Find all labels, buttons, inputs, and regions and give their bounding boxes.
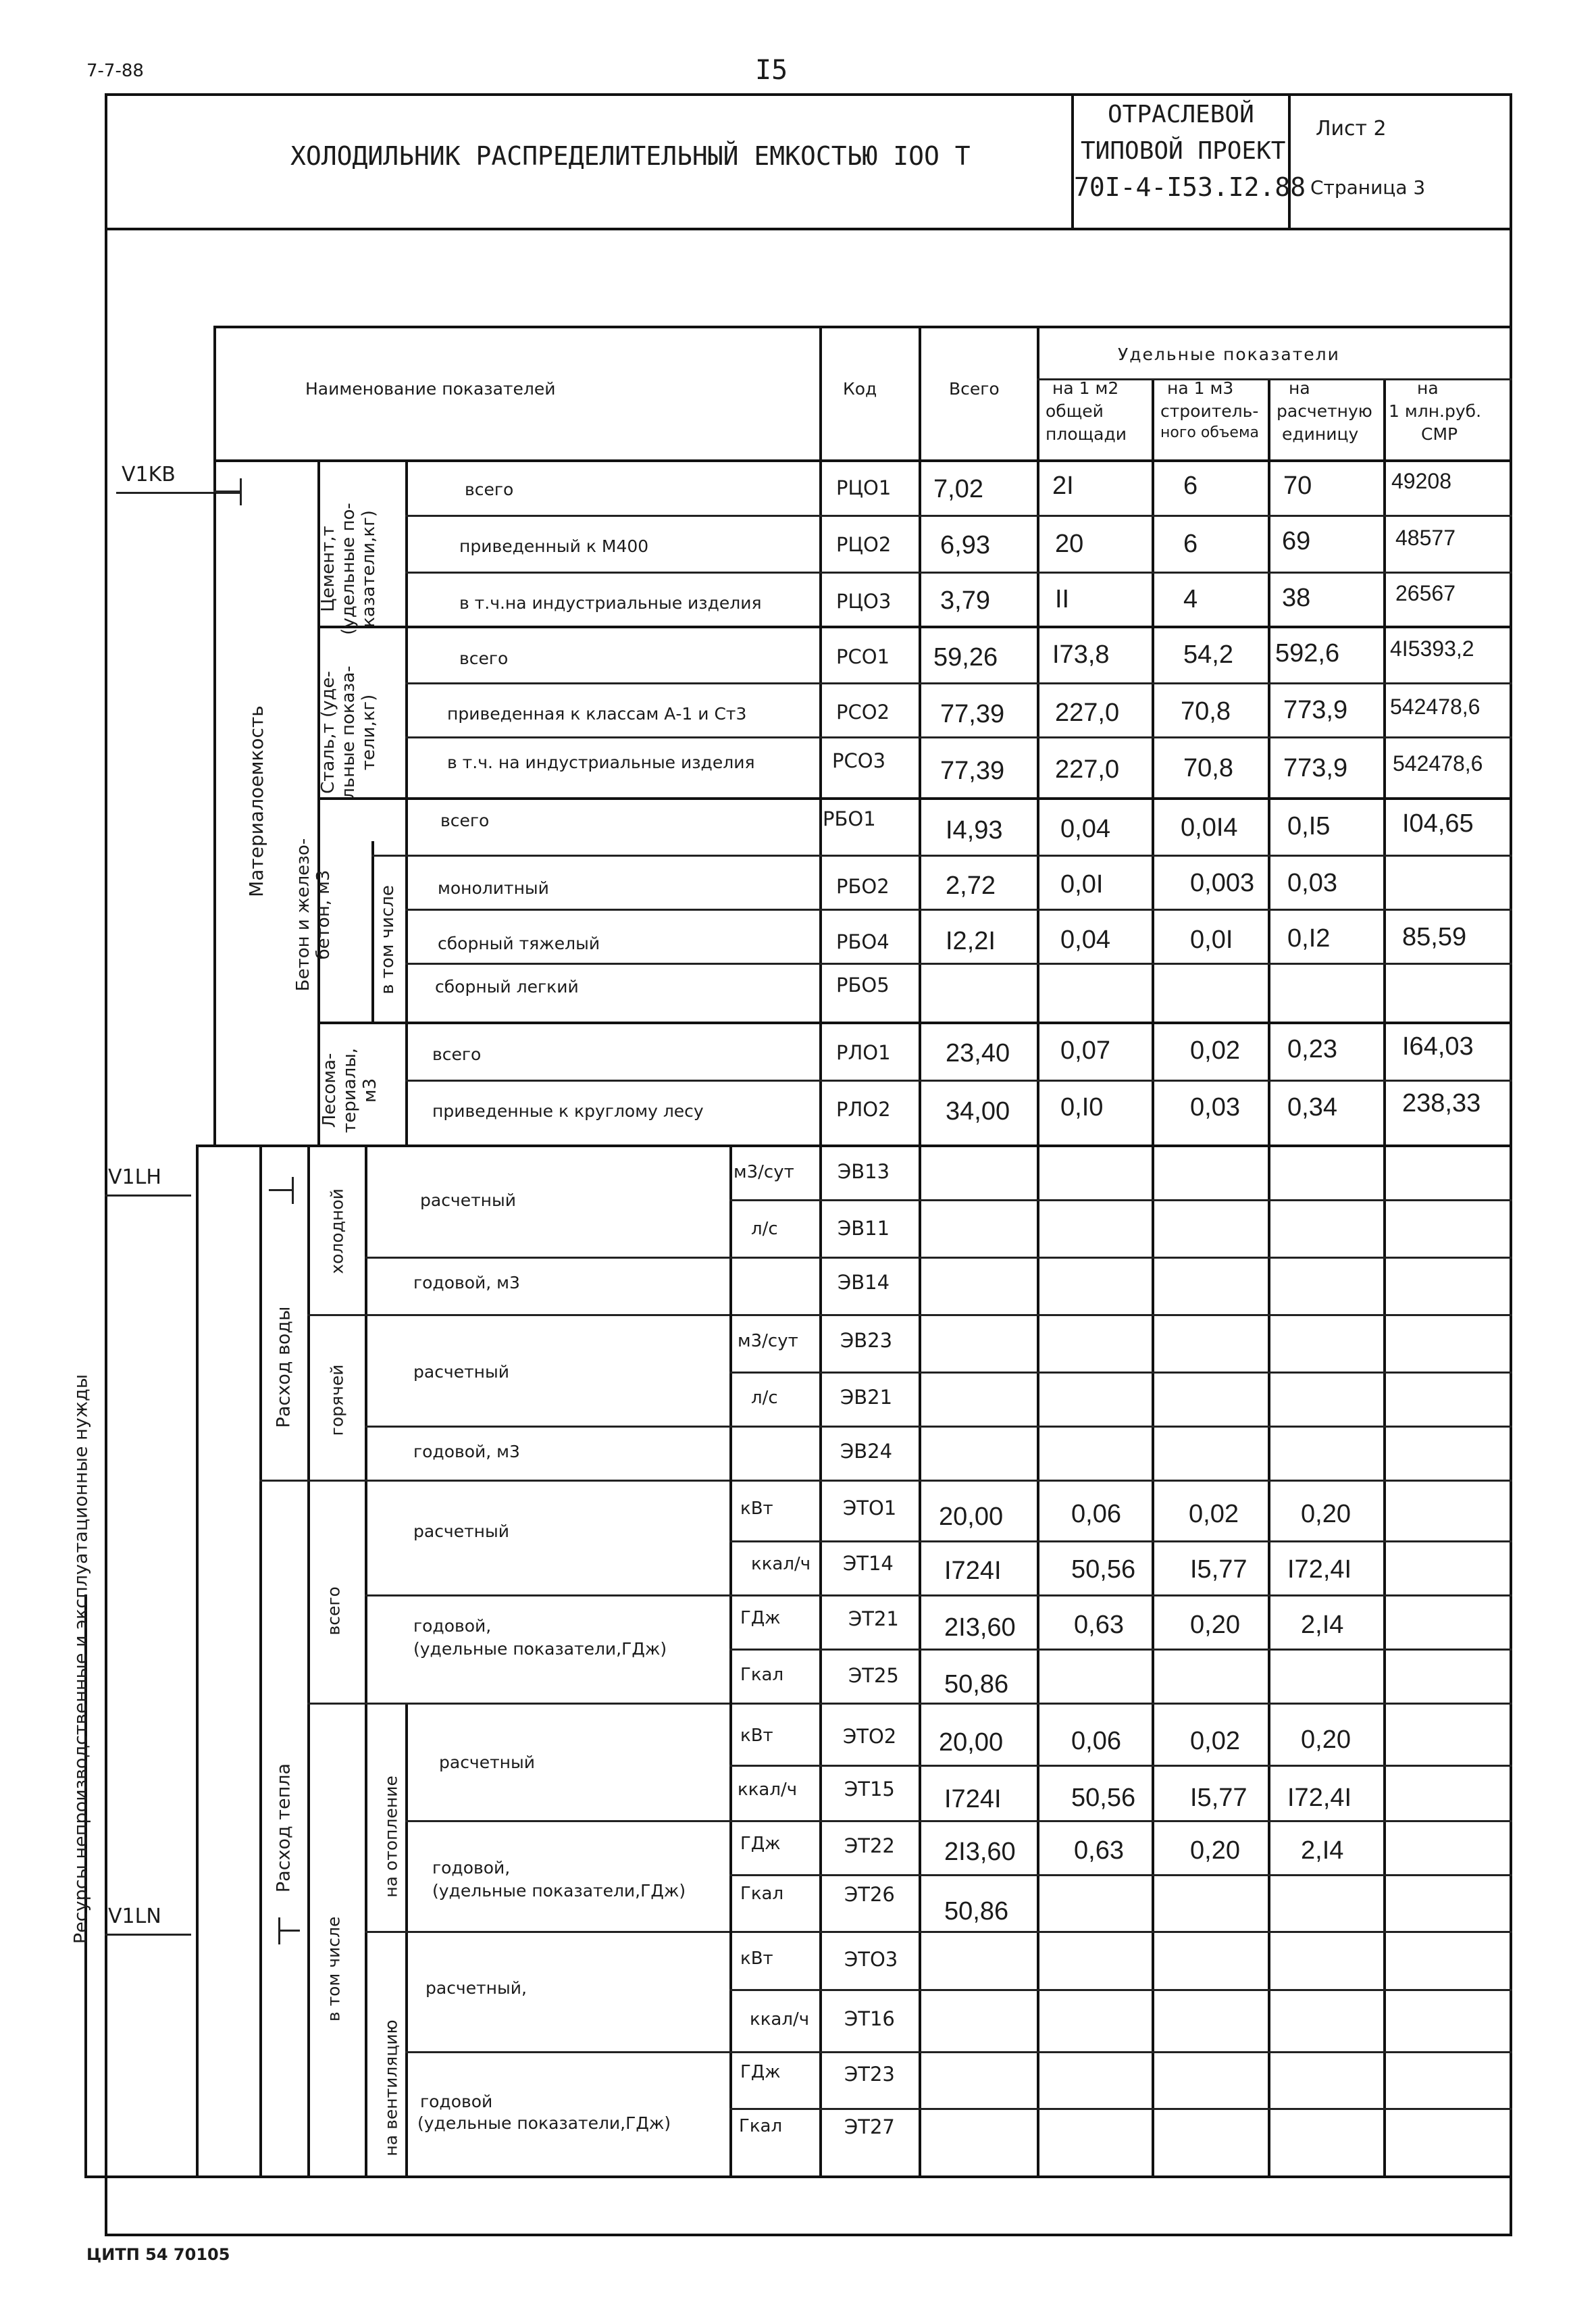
hot-calc: расчетный xyxy=(413,1362,509,1382)
group-hot: горячей xyxy=(327,1364,347,1436)
col-per-unit-1: на xyxy=(1289,378,1310,398)
group-steel: Сталь,т (уде- льные показа- тели,кг) xyxy=(318,665,379,799)
col-per-mln-2: 1 млн.руб. xyxy=(1389,401,1482,421)
page-label: Страница 3 xyxy=(1310,176,1426,199)
col-per-m3-1: на 1 м3 xyxy=(1167,378,1234,398)
page-number: I5 xyxy=(755,55,788,86)
group-cement: Цемент,т (удельные по- казатели,кг) xyxy=(318,503,379,635)
col-per-m3-3: ного объема xyxy=(1160,424,1260,441)
cold-calc: расчетный xyxy=(420,1190,516,1210)
project-line1: ОТРАСЛЕВОЙ xyxy=(1108,101,1254,128)
group-timber: Лесома- териалы, м3 xyxy=(319,1048,380,1133)
col-header-code: Код xyxy=(843,379,877,399)
sheet-number: Лист 2 xyxy=(1316,117,1387,141)
group-heat-total: всего xyxy=(324,1586,344,1636)
ventilation-calc: расчетный, xyxy=(426,1978,527,1998)
col-per-m2-1: на 1 м2 xyxy=(1052,378,1119,398)
group-materials: Материалоемкость xyxy=(244,705,267,897)
footer-stamp: ЦИТП 54 70105 xyxy=(86,2245,230,2264)
col-header-specific: Удельные показатели xyxy=(1118,345,1340,364)
col-header-name: Наименование показателей xyxy=(305,379,556,399)
margin-mark-2: V1LH xyxy=(108,1165,161,1189)
heating-calc: расчетный xyxy=(439,1753,535,1772)
col-header-total: Всего xyxy=(949,379,1000,399)
group-resources: Ресурсы непроизводственные и эксплуатационные нужды xyxy=(70,1374,92,1944)
col-per-unit-3: единицу xyxy=(1282,424,1359,444)
heat-calc: расчетный xyxy=(413,1521,509,1541)
group-heat-incl: в том числе xyxy=(324,1916,344,2022)
project-line2: ТИПОВОЙ ПРОЕКТ xyxy=(1081,137,1286,165)
cold-annual: годовой, м3 xyxy=(413,1273,520,1292)
group-water: Расход воды xyxy=(273,1306,294,1428)
doc-code: 7-7-88 xyxy=(86,61,144,81)
project-number: 70I-4-I53.I2.88 xyxy=(1074,172,1306,202)
group-ventilation: на вентиляцию xyxy=(381,2019,401,2157)
margin-mark-3: V1LN xyxy=(108,1905,161,1928)
col-per-m2-2: общей xyxy=(1046,401,1104,421)
margin-mark-1: V1KB xyxy=(122,463,176,486)
col-per-m3-2: строитель- xyxy=(1160,401,1259,421)
group-heating: на отопление xyxy=(381,1776,401,1898)
hot-annual: годовой, м3 xyxy=(413,1442,520,1461)
group-heat: Расход тепла xyxy=(273,1763,294,1893)
group-concrete-incl: в том числе xyxy=(378,885,398,995)
document-title: ХОЛОДИЛЬНИК РАСПРЕДЕЛИТЕЛЬНЫЙ ЕМКОСТЬЮ IOO Т xyxy=(290,141,971,171)
col-per-mln-1: на xyxy=(1417,378,1439,398)
col-per-m2-3: площади xyxy=(1046,424,1127,444)
group-cold: холодной xyxy=(327,1188,347,1274)
col-per-unit-2: расчетную xyxy=(1277,401,1372,421)
col-per-mln-3: СМР xyxy=(1421,424,1458,444)
group-concrete: Бетон и железо- бетон, м3 xyxy=(293,838,334,992)
